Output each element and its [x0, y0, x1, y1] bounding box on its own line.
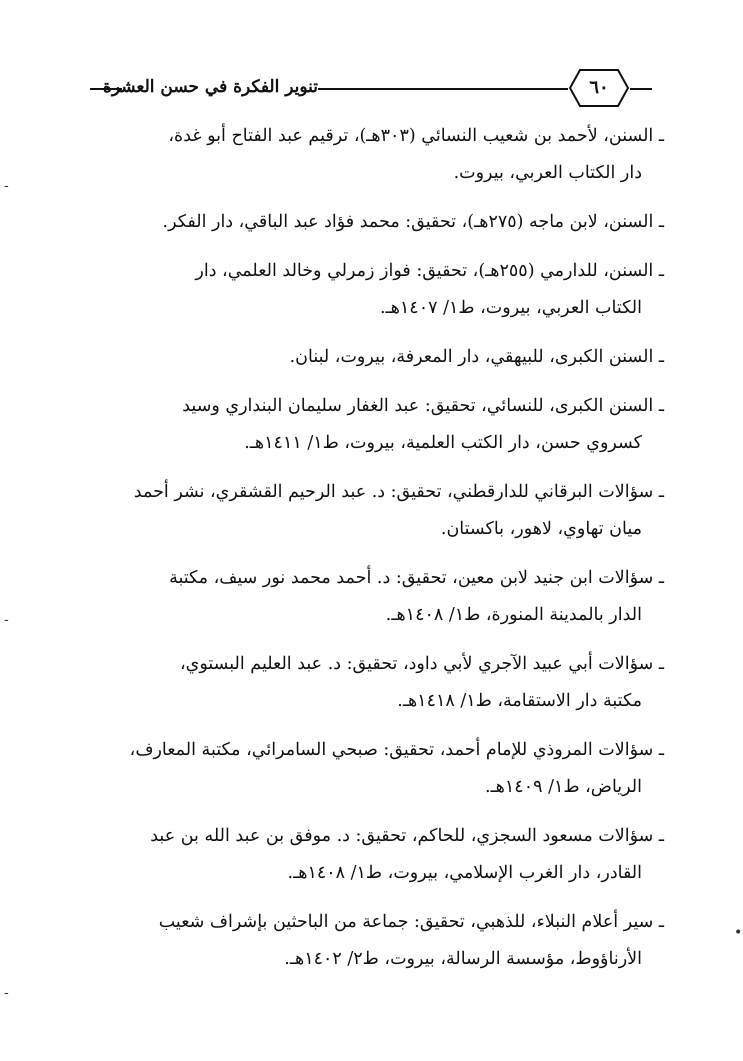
bibliography-list [118, 118, 664, 990]
entry-line: ـ السنن، لابن ماجه (٢٧٥هـ)، تحقيق: محمد فؤاد عبد الباقي، دار الفكر. [162, 212, 664, 232]
entry-line: ـ سؤالات المروذي للإمام أحمد، تحقيق: صبحي السامرائي، مكتبة المعارف، [129, 740, 664, 760]
entry-line-continuation: الرياض، ط١/ ١٤٠٩هـ. [484, 777, 642, 797]
entry-line-continuation: القادر، دار الغرب الإسلامي، بيروت، ط١/ ١٤٠٨هـ. [287, 863, 642, 883]
entry-line: ـ سؤالات مسعود السجزي، للحاكم، تحقيق: د. موفق بن عبد الله بن عبد [150, 826, 664, 846]
bibliography-entry [118, 818, 664, 892]
bibliography-entry [118, 253, 664, 327]
bibliography-entry [118, 204, 664, 241]
entry-line-continuation: الدار بالمدينة المنورة، ط١/ ١٤٠٨هـ. [385, 605, 642, 625]
entry-line: ـ السنن الكبرى، للنسائي، تحقيق: عبد الغفار سليمان البنداري وسيد [182, 396, 664, 416]
entry-line: ـ السنن، لأحمد بن شعيب النسائي (٣٠٣هـ)، ترقيم عبد الفتاح أبو غدة، [168, 126, 664, 146]
scan-edge-mark: - [4, 178, 9, 194]
header-rule-middle [318, 88, 568, 90]
entry-line: ـ سؤالات ابن جنيد لابن معين، تحقيق: د. أحمد محمد نور سيف، مكتبة [169, 568, 664, 588]
entry-line-continuation: مكتبة دار الاستقامة، ط١/ ١٤١٨هـ. [397, 691, 642, 711]
running-title: تنوير الفكرة في حسن العشرة [102, 77, 318, 97]
entry-line-continuation: ميان تهاوي، لاهور، باكستان. [440, 519, 642, 539]
scan-edge-mark: - [4, 985, 9, 1001]
page-number: ٦٠ [589, 77, 609, 98]
entry-line: ـ سير أعلام النبلاء، للذهبي، تحقيق: جماعة من الباحثين بإشراف شعيب [158, 912, 664, 932]
header-rule-right [630, 88, 652, 90]
entry-line: ـ سؤالات أبي عبيد الآجري لأبي داود، تحقيق: د. عبد العليم البستوي، [179, 654, 664, 674]
scan-edge-mark: - [4, 612, 9, 628]
scan-edge-mark: • [734, 925, 743, 941]
entry-line-continuation: الكتاب العربي، بيروت، ط١/ ١٤٠٧هـ. [379, 298, 642, 318]
bibliography-entry [118, 904, 664, 978]
bibliography-entry [118, 388, 664, 462]
bibliography-entry [118, 732, 664, 806]
bibliography-entry [118, 646, 664, 720]
bibliography-entry [118, 560, 664, 634]
entry-line-continuation: كسروي حسن، دار الكتب العلمية، بيروت، ط١/ ١٤١١هـ. [244, 433, 642, 453]
page-header [90, 62, 652, 112]
bibliography-entry [118, 474, 664, 548]
bibliography-entry [118, 339, 664, 376]
entry-line-continuation: الأرناؤوط، مؤسسة الرسالة، بيروت، ط٢/ ١٤٠٢هـ. [284, 949, 642, 969]
page-number-badge [568, 68, 630, 108]
entry-line-continuation: دار الكتاب العربي، بيروت. [453, 163, 642, 183]
entry-line: ـ سؤالات البرقاني للدارقطني، تحقيق: د. عبد الرحيم القشقري، نشر أحمد [133, 482, 664, 502]
entry-line: ـ السنن الكبرى، للبيهقي، دار المعرفة، بيروت، لبنان. [289, 347, 664, 367]
bibliography-entry [118, 118, 664, 192]
entry-line: ـ السنن، للدارمي (٢٥٥هـ)، تحقيق: فواز زمرلي وخالد العلمي، دار [195, 261, 664, 281]
